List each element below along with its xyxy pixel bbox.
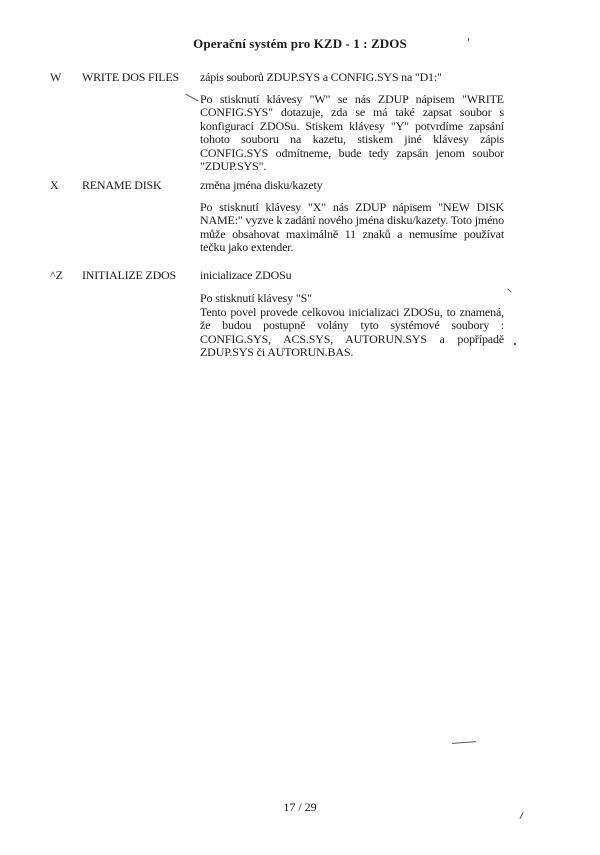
command-summary-initialize: inicializace ZDOSu bbox=[200, 268, 292, 282]
command-key-w: W bbox=[50, 70, 62, 84]
command-key-ctrl-z: ^Z bbox=[50, 268, 63, 282]
scan-mark bbox=[186, 94, 199, 101]
command-key-x: X bbox=[50, 178, 59, 192]
page-title: Operační systém pro KZD - 1 : ZDOS bbox=[193, 36, 407, 51]
command-summary-write: zápis souborů ZDUP.SYS a CONFIG.SYS na "D1:" bbox=[200, 70, 442, 84]
scan-mark bbox=[507, 289, 511, 293]
scan-mark bbox=[514, 343, 516, 345]
page-number: 17 / 29 bbox=[283, 800, 317, 814]
command-description-rename: Po stisknutí klávesy "X" nás ZDUP nápisem "NEW DISK NAME:" vyzve k zadání nového jména disku/kazety. Toto jméno může obsahovat maximálně 11 znaků a nemusíme používat tečku jako extender. bbox=[200, 200, 504, 255]
command-description-initialize: Tento povel provede celkovou inicializaci ZDOSu, to znamená, že budou postupně volány tyto systémové soubory : CONFIG.SYS, ACS.SYS, AUTORUN.SYS a popřípadě ZDUP.SYS či AUTORUN.BAS. bbox=[200, 305, 504, 360]
command-summary-rename: změna jména disku/kazety bbox=[200, 178, 323, 192]
command-name-initialize-zdos: INITIALIZE ZDOS bbox=[82, 268, 176, 282]
command-name-write-dos-files: WRITE DOS FILES bbox=[82, 70, 179, 84]
scan-mark bbox=[452, 741, 476, 744]
command-description-write: Po stisknutí klávesy "W" se nás ZDUP nápisem "WRITE CONFIG.SYS" dotazuje, zda se má také zapsat soubor s konfigurací ZDOSu. Stiskem klávesy "Y" potvrdíme zapsání tohoto souboru na kazetu, stiskem jiné klávesy zápis CONFIG.SYS odmítneme, bude tedy zapsán jenom soubor "ZDUP.SYS". bbox=[200, 92, 504, 174]
command-name-rename-disk: RENAME DISK bbox=[82, 178, 162, 192]
scan-mark bbox=[468, 38, 469, 41]
command-description-initialize-first: Po stisknutí klávesy "S" bbox=[200, 291, 312, 305]
